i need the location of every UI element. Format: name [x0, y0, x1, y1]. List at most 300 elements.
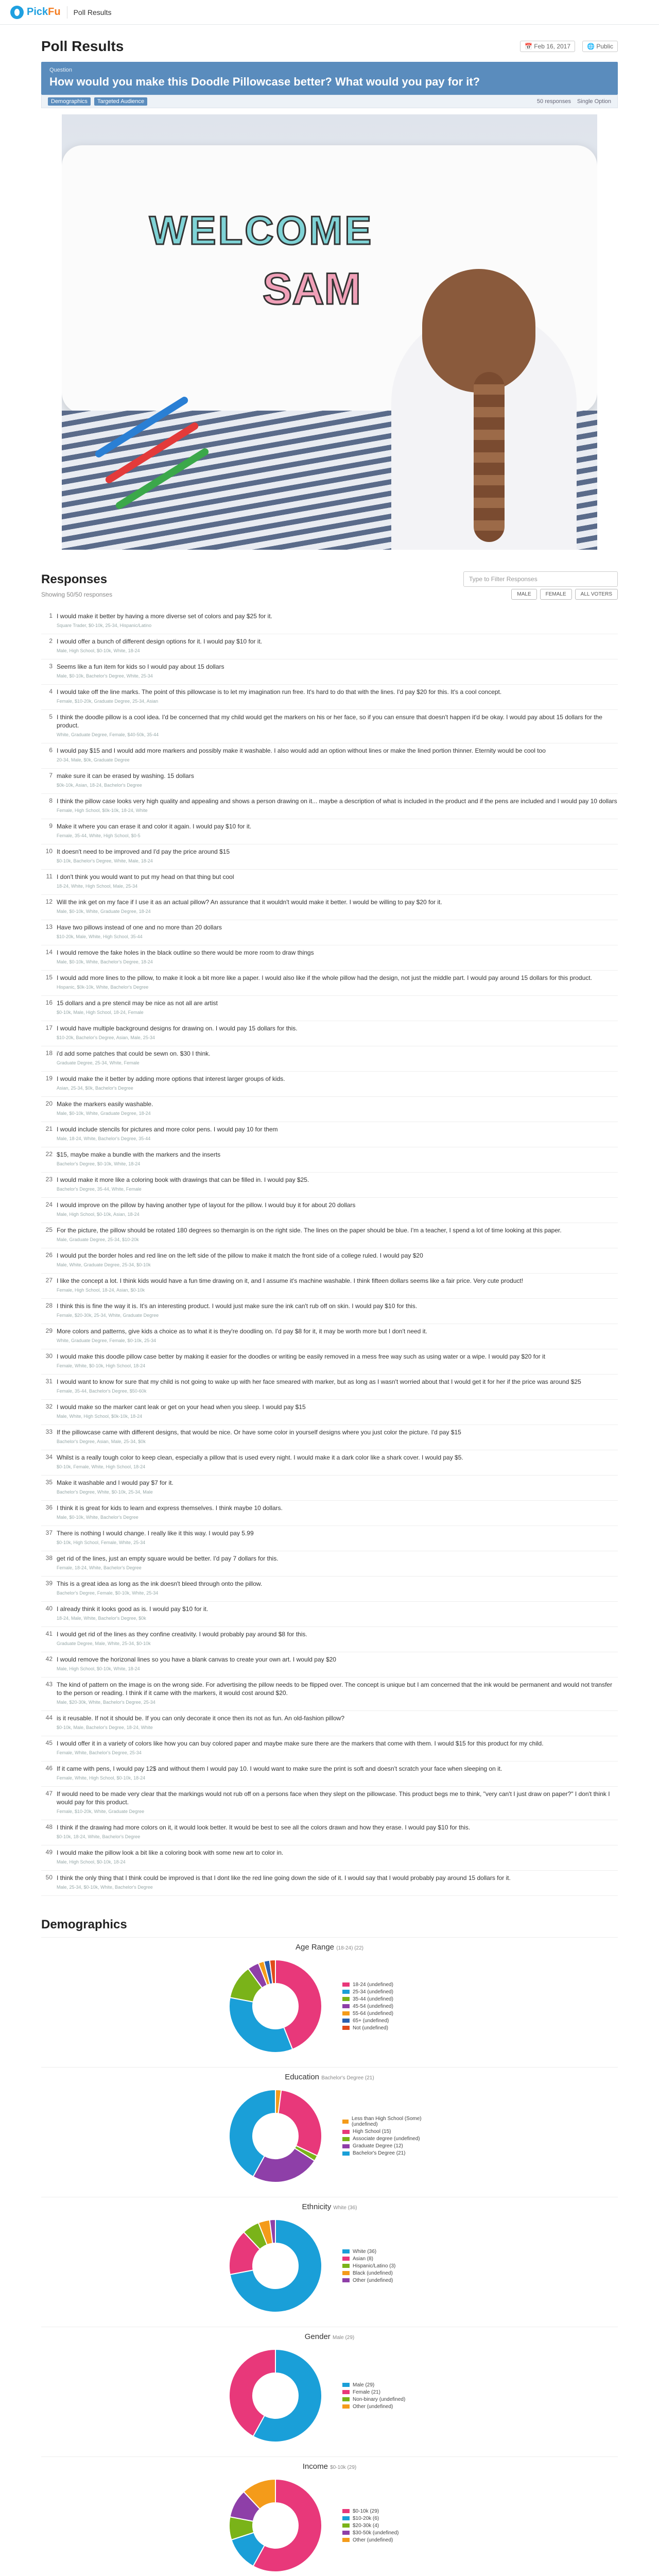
legend-swatch	[342, 1982, 350, 1987]
legend-item[interactable]: Male (29)	[342, 2382, 435, 2388]
response-item	[41, 1736, 618, 1761]
tag-audience[interactable]: Targeted Audience	[94, 97, 147, 106]
response-item	[41, 1602, 618, 1627]
response-text: $15, maybe make a bundle with the markers and the inserts	[57, 1151, 221, 1158]
question-label: Question	[49, 67, 73, 73]
response-meta: Male, $0-10k, White, Graduate Degree, 18-24	[57, 1111, 151, 1116]
response-item	[41, 870, 618, 895]
response-text: For the picture, the pillow should be rotated 180 degrees so themargin is on the right side. The lines on the paper should be blue. I'm a teacher, I spend a lot of time looking at this paper.	[57, 1227, 562, 1234]
response-number: 29	[45, 1327, 53, 1334]
response-item	[41, 609, 618, 634]
demographic-title: Income $0-10k (29)	[302, 2462, 357, 2471]
response-meta: $0-10k, Male, Bachelor's Degree, 18-24, White	[57, 1725, 153, 1730]
chart-legend	[342, 2381, 435, 2411]
legend-swatch	[342, 2151, 350, 2156]
response-text: I would include stencils for pictures and more color pens. I would pay 10 for them	[57, 1126, 278, 1133]
response-meta: Female, $10-20k, White, Graduate Degree	[57, 1809, 145, 1814]
response-meta: 20-34, Male, $0k, Graduate Degree	[57, 757, 130, 762]
response-text: make sure it can be erased by washing. 15 dollars	[57, 772, 194, 779]
donut-chart	[224, 2474, 327, 2576]
legend-item[interactable]: Graduate Degree (12)	[342, 2143, 435, 2149]
legend-item[interactable]: Bachelor's Degree (21)	[342, 2150, 435, 2156]
legend-swatch	[342, 2531, 350, 2535]
response-meta: Female, 18-24, White, Bachelor's Degree	[57, 1565, 142, 1570]
legend-item[interactable]: Black (undefined)	[342, 2270, 435, 2276]
response-meta: Male, $0-10k, Bachelor's Degree, White, 25-34	[57, 673, 153, 679]
chart-legend	[342, 2247, 435, 2285]
response-number: 39	[45, 1580, 53, 1587]
question-text: How would you make this Doodle Pillowcase better? What would you pay for it?	[49, 75, 480, 88]
response-text: is it reusable. If not it should be. If you can only decorate it once then its not as fun. An old-fashion pillow?	[57, 1715, 345, 1722]
response-item	[41, 1845, 618, 1871]
response-meta: Female, White, High School, $0-10k, 18-24	[57, 1775, 146, 1781]
question-meta-strip	[41, 95, 618, 108]
demographic-block	[41, 2197, 618, 2327]
response-text: It doesn't need to be improved and I'd pay the price around $15	[57, 848, 230, 855]
response-meta: $10-20k, Male, White, High School, 35-44	[57, 934, 143, 939]
response-meta: Asian, 25-34, $0k, Bachelor's Degree	[57, 1086, 133, 1091]
response-item	[41, 1425, 618, 1450]
response-number: 19	[45, 1075, 53, 1082]
response-number: 12	[45, 898, 53, 905]
legend-item[interactable]: Non-binary (undefined)	[342, 2397, 435, 2402]
response-text: I think the pillow case looks very high quality and appealing and shows a person drawing on it... maybe a description of what is included in the product and if the pens are included and I would pay 10 dollars	[57, 798, 617, 805]
response-meta: $0-10k, 18-24, White, Bachelor's Degree	[57, 1834, 141, 1839]
response-meta: Female, 35-44, Bachelor's Degree, $50-60k	[57, 1388, 147, 1394]
response-item	[41, 971, 618, 996]
response-text: I would add more lines to the pillow, to make it look a bit more like a paper. I would also like if the whole pillow had the design, not just the middle part. I would pay around 15 dollars for this product.	[57, 974, 592, 981]
response-number: 17	[45, 1024, 53, 1031]
response-text: I think the doodle pillow is a cool idea. I'd be concerned that my child would get the markers on his or her face, so if you can ensure that doesn't happen it'd be okay. I would pay about 15 dollars for the product.	[57, 714, 602, 729]
demographic-block	[41, 2327, 618, 2456]
response-number: 49	[45, 1849, 53, 1856]
response-item	[41, 1476, 618, 1501]
response-text: get rid of the lines, just an empty square would be better. I'd pay 7 dollars for this.	[57, 1555, 279, 1562]
legend-item[interactable]: Other (undefined)	[342, 2278, 435, 2283]
chart-legend	[342, 1980, 435, 2032]
donut-chart	[224, 2084, 327, 2188]
legend-item[interactable]: White (36)	[342, 2249, 435, 2255]
response-text: Make it where you can erase it and color it again. I would pay $10 for it.	[57, 823, 252, 830]
donut-slice[interactable]	[229, 1997, 292, 2053]
response-number: 36	[45, 1504, 53, 1511]
response-item	[41, 1652, 618, 1677]
response-meta: Male, $0-10k, White, Bachelor's Degree	[57, 1515, 138, 1520]
response-list	[41, 609, 618, 1896]
response-meta: 18-24, White, High School, Male, 25-34	[57, 884, 138, 889]
response-meta: Male, 18-24, White, Bachelor's Degree, 35-44	[57, 1136, 151, 1141]
response-text: Have two pillows instead of one and no more than 20 dollars	[57, 924, 222, 931]
legend-item[interactable]: 18-24 (undefined)	[342, 1982, 435, 1988]
response-item	[41, 1274, 618, 1299]
response-item	[41, 1021, 618, 1046]
response-item	[41, 819, 618, 844]
legend-swatch	[342, 2144, 350, 2148]
legend-swatch	[342, 2257, 350, 2261]
response-text: I already think it looks good as is. I would pay $10 for it.	[57, 1605, 209, 1613]
response-count: 50 responses	[536, 98, 571, 105]
response-meta: Bachelor's Degree, $0-10k, White, 18-24	[57, 1161, 141, 1166]
legend-item[interactable]: Hispanic/Latino (3)	[342, 2263, 435, 2269]
pillowcase-photo	[62, 114, 597, 550]
response-number: 26	[45, 1251, 53, 1259]
response-number: 28	[45, 1302, 53, 1309]
response-number: 14	[45, 948, 53, 956]
response-item	[41, 1526, 618, 1551]
response-number: 43	[45, 1681, 53, 1688]
response-text: I would make this doodle pillow case better by making it easier for the doodles or writing be easily removed in a mess free way such as using water or a wipe. I would pay $20 for it	[57, 1353, 546, 1360]
logo-text: PickFu	[27, 6, 61, 18]
response-item	[41, 1787, 618, 1820]
response-text: I would have multiple background designs for drawing on. I would pay 15 dollars for this.	[57, 1025, 298, 1032]
response-meta: Female, 35-44, White, High School, $0-5	[57, 833, 141, 838]
top-bar	[0, 0, 659, 25]
legend-item[interactable]: Less than High School (Some) (undefined)	[342, 2116, 435, 2127]
response-text: If it came with pens, I would pay 12$ and without them I would pay 10. I would want to make sure the print is soft and doesn't scratch your face when sleeping on it.	[57, 1765, 502, 1772]
response-number: 7	[49, 772, 53, 779]
legend-item[interactable]: 65+ (undefined)	[342, 2018, 435, 2024]
legend-item[interactable]: 25-34 (undefined)	[342, 1989, 435, 1995]
response-number: 31	[45, 1378, 53, 1385]
filter-responses-input[interactable]: Type to Filter Responses	[463, 571, 618, 587]
legend-item[interactable]: High School (15)	[342, 2129, 435, 2134]
legend-item[interactable]: $30-50k (undefined)	[342, 2530, 435, 2536]
response-item	[41, 1173, 618, 1198]
filter-all-voters-button[interactable]: ALL VOTERS	[575, 589, 618, 600]
response-text: I would take off the line marks. The point of this pillowcase is to let my imagination run free. It's hard to do that with the lines. I'd pay $20 for this. It's a cool concept.	[57, 688, 502, 696]
response-meta: Male, High School, $0-10k, White, 18-24	[57, 1666, 140, 1671]
legend-swatch	[342, 2278, 350, 2282]
response-number: 15	[45, 974, 53, 981]
legend-item[interactable]: Not (undefined)	[342, 2025, 435, 2031]
response-meta: Bachelor's Degree, 35-44, White, Female	[57, 1187, 142, 1192]
response-item	[41, 1072, 618, 1097]
response-text: I would get rid of the lines as they confine creativity. I would probably pay around $8 for this.	[57, 1631, 307, 1638]
response-meta: Bachelor's Degree, Female, $0-10k, White, 25-34	[57, 1590, 159, 1596]
response-number: 6	[49, 747, 53, 754]
response-text: This is a great idea as long as the ink doesn't bleed through onto the pillow.	[57, 1580, 263, 1587]
response-item	[41, 945, 618, 971]
response-number: 3	[49, 663, 53, 670]
response-meta: $0-10k, Male, High School, 18-24, Female	[57, 1010, 144, 1015]
legend-item[interactable]: Other (undefined)	[342, 2404, 435, 2410]
response-number: 1	[49, 612, 53, 619]
demographic-title: Age Range (18-24) (22)	[295, 1943, 364, 1952]
response-number: 16	[45, 999, 53, 1006]
response-meta: Hispanic, $0k-10k, White, Bachelor's Degree	[57, 985, 149, 990]
response-text: I like the concept a lot. I think kids would have a fun time drawing on it, and I assume it's machine washable. I think fifteen dollars seems like a fair price. Very cute product!	[57, 1277, 524, 1284]
legend-swatch	[342, 2538, 350, 2542]
legend-swatch	[342, 2390, 350, 2394]
showing-count: Showing 50/50 responses	[41, 590, 113, 598]
child-braid	[474, 372, 505, 542]
legend-swatch	[342, 2137, 350, 2141]
response-meta: Male, Graduate Degree, 25-34, $10-20k	[57, 1237, 139, 1242]
response-number: 10	[45, 848, 53, 855]
donut-chart	[224, 1955, 327, 2058]
response-item	[41, 1097, 618, 1122]
response-meta: Female, High School, $0k-10k, 18-24, White	[57, 808, 148, 813]
response-text: The kind of pattern on the image is on the wrong side. For advertising the pillow needs to be flipped over. The concept is unique but I am concerned that the ink would be permanent and would not transfer to the person or reading. I think if it came with the markers, it would cost around $20.	[57, 1681, 613, 1697]
legend-item[interactable]: Associate degree (undefined)	[342, 2136, 435, 2142]
response-number: 9	[49, 822, 53, 829]
response-text: Make it washable and I would pay $7 for it.	[57, 1479, 174, 1486]
response-number: 5	[49, 713, 53, 720]
poll-type: Single Option	[577, 98, 611, 105]
response-text: I would remove the fake holes in the black outline so there would be more room to draw things	[57, 949, 314, 956]
response-number: 34	[45, 1453, 53, 1461]
response-number: 38	[45, 1554, 53, 1562]
response-text: I would offer it in a variety of colors like how you can buy colored paper and maybe make sure there are the markers that come with them. I would $15 for this product for my child.	[57, 1740, 544, 1747]
response-text: If the pillowcase came with different designs, that would be nice. Or have some color in yourself designs where you just color the picture. I'd pay $15	[57, 1429, 461, 1436]
legend-swatch	[342, 2271, 350, 2275]
response-meta: Male, $0-10k, White, Graduate Degree, 18-24	[57, 909, 151, 914]
response-item	[41, 1046, 618, 1072]
legend-item[interactable]: Female (21)	[342, 2389, 435, 2395]
response-number: 35	[45, 1479, 53, 1486]
response-item	[41, 1198, 618, 1223]
response-number: 2	[49, 637, 53, 645]
response-text: I think it is great for kids to learn and express themselves. I think maybe 10 dollars.	[57, 1504, 283, 1512]
response-item	[41, 1375, 618, 1400]
logo-icon	[10, 6, 24, 19]
response-item	[41, 1551, 618, 1577]
response-number: 47	[45, 1790, 53, 1797]
legend-swatch	[342, 2516, 350, 2520]
legend-swatch	[342, 2509, 350, 2513]
response-number: 30	[45, 1352, 53, 1360]
demographic-block	[41, 2456, 618, 2576]
demographic-title: Gender Male (29)	[304, 2332, 355, 2341]
date-badge: 📅 Feb 16, 2017	[520, 41, 575, 52]
response-text: I think this is fine the way it is. It's an interesting product. I would just make sure the ink can't rub off on skin. I would pay $10 for this.	[57, 1302, 418, 1310]
response-meta: Female, White, Bachelor's Degree, 25-34	[57, 1750, 142, 1755]
response-item	[41, 1871, 618, 1896]
response-meta: Bachelor's Degree, Asian, Male, 25-34, $0k	[57, 1439, 146, 1444]
response-number: 22	[45, 1150, 53, 1158]
response-meta: Graduate Degree, 25-34, White, Female	[57, 1060, 140, 1065]
response-meta: Female, $10-20k, Graduate Degree, 25-34, Asian	[57, 699, 159, 704]
legend-item[interactable]: $20-30k (4)	[342, 2523, 435, 2529]
response-item	[41, 1122, 618, 1147]
response-item	[41, 1450, 618, 1476]
demographic-title: Education Bachelor's Degree (21)	[285, 2073, 374, 2081]
demographic-block	[41, 1937, 618, 2067]
response-number: 44	[45, 1714, 53, 1721]
legend-swatch	[342, 2120, 349, 2124]
response-number: 32	[45, 1403, 53, 1410]
response-item	[41, 769, 618, 794]
response-text: Make the markers easily washable.	[57, 1100, 153, 1108]
response-item	[41, 1248, 618, 1274]
response-text: I would make the pillow look a bit like a coloring book with some new art to color in.	[57, 1849, 284, 1856]
response-meta: $0-10k, Female, White, High School, 18-24	[57, 1464, 146, 1469]
doodle-word-sam: SAM	[263, 264, 361, 314]
response-item	[41, 1627, 618, 1652]
legend-item[interactable]: 35-44 (undefined)	[342, 1996, 435, 2002]
response-item	[41, 710, 618, 743]
response-item	[41, 685, 618, 710]
legend-swatch	[342, 1997, 350, 2001]
response-number: 13	[45, 923, 53, 930]
response-meta: Square Trader, $0-10k, 25-34, Hispanic/Latino	[57, 623, 152, 628]
response-item	[41, 1820, 618, 1845]
legend-item[interactable]: 55-64 (undefined)	[342, 2011, 435, 2016]
legend-swatch	[342, 2383, 350, 2387]
legend-swatch	[342, 2404, 350, 2409]
response-meta: Female, White, $0-10k, High School, 18-24	[57, 1363, 146, 1368]
filter-female-button[interactable]: FEMALE	[540, 589, 572, 600]
question-box	[41, 62, 618, 95]
nav-title: Poll Results	[73, 8, 112, 16]
response-item	[41, 920, 618, 945]
response-number: 24	[45, 1201, 53, 1208]
response-number: 23	[45, 1176, 53, 1183]
pickfu-logo[interactable]	[10, 6, 61, 19]
response-meta: Male, White, High School, $0k-10k, 18-24	[57, 1414, 143, 1419]
response-text: I would want to know for sure that my child is not going to wake up with her face smeared with marker, but as long as I wasn't worried about that I would get it for her if the price was around $25	[57, 1378, 581, 1385]
response-text: I would improve on the pillow by having another type of layout for the pillow. I would buy it for about 20 dollars	[57, 1201, 356, 1209]
response-item	[41, 1677, 618, 1711]
response-number: 4	[49, 688, 53, 695]
tag-demographics[interactable]: Demographics	[48, 97, 91, 106]
legend-swatch	[342, 2026, 350, 2030]
response-meta: Female, $20-30k, 25-34, White, Graduate Degree	[57, 1313, 159, 1318]
response-text: If would need to be made very clear that the markings would not rub off on a persons face when they slept on the pillowcase. This product begs me to think, "very can't I just draw on paper?" I don't think I would pay for this product.	[57, 1790, 610, 1806]
legend-item[interactable]: 45-54 (undefined)	[342, 2004, 435, 2009]
doodle-word-welcome: WELCOME	[149, 208, 374, 253]
demographics-section	[41, 1918, 618, 2576]
response-meta: Male, White, Graduate Degree, 25-34, $0-10k	[57, 1262, 151, 1267]
response-number: 45	[45, 1739, 53, 1747]
response-meta: Male, High School, $0-10k, White, 18-24	[57, 648, 140, 653]
response-text: I don't think you would want to put my head on that thing but cool	[57, 873, 234, 880]
response-item	[41, 996, 618, 1021]
response-text: Seems like a fun item for kids so I would pay about 15 dollars	[57, 663, 224, 670]
response-item	[41, 634, 618, 659]
response-number: 48	[45, 1823, 53, 1831]
response-meta: Male, High School, $0-10k, Asian, 18-24	[57, 1212, 140, 1217]
response-item	[41, 1711, 618, 1736]
response-meta: Male, $0-10k, White, Bachelor's Degree, 18-24	[57, 959, 153, 964]
response-meta: $0-10k, High School, Female, White, 25-34	[57, 1540, 146, 1545]
legend-swatch	[342, 2249, 350, 2253]
response-text: I would remove the horizonal lines so you have a blank canvas to create your own art. I would pay $20	[57, 1656, 336, 1663]
response-text: I would make it better by having a more diverse set of colors and pay $25 for it.	[57, 613, 272, 620]
response-meta: Male, 25-34, $0-10k, White, Bachelor's Degree	[57, 1885, 153, 1890]
response-text: I would offer a bunch of different design options for it. I would pay $10 for it.	[57, 638, 263, 645]
responses-title: Responses	[41, 572, 108, 586]
response-item	[41, 1501, 618, 1526]
response-number: 18	[45, 1049, 53, 1057]
child-hair	[422, 269, 535, 393]
response-number: 40	[45, 1605, 53, 1612]
response-text: I would make the it better by adding more options that interest larger groups of kids.	[57, 1075, 285, 1082]
response-meta: Female, High School, 18-24, Asian, $0-10k	[57, 1287, 145, 1293]
response-text: Will the ink get on my face if I use it as an actual pillow? An assurance that it wouldn't would make it better. I would be willing to pay $20 for it.	[57, 899, 442, 906]
donut-slice[interactable]	[279, 2090, 322, 2156]
response-meta: $0-10k, Bachelor's Degree, White, Male, 18-24	[57, 858, 153, 863]
response-text: I would pay $15 and I would add more markers and possibly make it washable. I also would add an option without lines or make the lined portion thinner. Eternity would be cool too	[57, 747, 546, 754]
response-meta: Graduate Degree, Male, White, 25-34, $0-10k	[57, 1641, 151, 1646]
chart-legend	[342, 2114, 435, 2158]
donut-chart	[224, 2214, 327, 2317]
response-item	[41, 743, 618, 769]
response-text: I would put the border holes and red line on the left side of the pillow to make it match the front side of a college ruled. I would pay $20	[57, 1252, 423, 1259]
response-number: 21	[45, 1125, 53, 1132]
response-meta: Male, $20-30k, White, Bachelor's Degree, 25-34	[57, 1700, 155, 1705]
response-item	[41, 1324, 618, 1349]
legend-swatch	[342, 2011, 350, 2015]
response-item	[41, 1577, 618, 1602]
legend-swatch	[342, 2019, 350, 2023]
demographic-block	[41, 2067, 618, 2197]
response-item	[41, 1147, 618, 1173]
page-title: Poll Results	[41, 38, 124, 54]
legend-item[interactable]: Other (undefined)	[342, 2537, 435, 2543]
response-meta: $0k-10k, Asian, 18-24, Bachelor's Degree	[57, 783, 142, 788]
response-item	[41, 1299, 618, 1324]
response-number: 20	[45, 1100, 53, 1107]
response-meta: White, Graduate Degree, Female, $0-10k, 25-34	[57, 1338, 157, 1343]
response-text: Whilst is a really tough color to keep clean, especially a pillow that is used every night. I would make it a dark color like a shark cover. I would pay $5.	[57, 1454, 463, 1461]
response-item	[41, 659, 618, 685]
response-number: 42	[45, 1655, 53, 1663]
visibility-badge[interactable]: 🌐 Public	[582, 41, 618, 52]
response-text: More colors and patterns, give kids a choice as to what it is they're doodling on. I'd pay $8 for it, it may be worth more but I don't need it.	[57, 1328, 427, 1335]
legend-swatch	[342, 2397, 350, 2401]
legend-swatch	[342, 2130, 350, 2134]
response-item	[41, 1349, 618, 1375]
response-text: I would make so the marker cant leak or get on your head when you sleep. I would pay $15	[57, 1403, 306, 1411]
response-item	[41, 895, 618, 920]
chart-legend	[342, 2507, 435, 2545]
response-text: I think if the drawing had more colors on it, it would look better. It would be best to see all the colors drawn and how they erase. I would pay $10 for this.	[57, 1824, 471, 1831]
response-item	[41, 1400, 618, 1425]
legend-swatch	[342, 2004, 350, 2008]
response-text: 15 dollars and a pre stencil may be nice as not all are artist	[57, 999, 218, 1007]
response-text: I would make it more like a coloring book with drawings that can be filled in. I would pay $25.	[57, 1176, 309, 1183]
response-text: I think the only thing that I think could be improved is that I dont like the red line going down the side of it. I would say that I would probably pay around 15 dollars for it.	[57, 1874, 511, 1882]
donut-chart	[224, 2344, 327, 2447]
response-meta: Male, High School, $0-10k, 18-24	[57, 1859, 126, 1865]
legend-swatch	[342, 2264, 350, 2268]
demographics-title: Demographics	[41, 1918, 127, 1931]
response-number: 46	[45, 1765, 53, 1772]
filter-male-button[interactable]: MALE	[511, 589, 536, 600]
response-item	[41, 794, 618, 819]
response-item	[41, 1761, 618, 1787]
response-number: 41	[45, 1630, 53, 1637]
response-meta: 18-24, Male, White, Bachelor's Degree, $0k	[57, 1616, 146, 1621]
legend-swatch	[342, 1990, 350, 1994]
response-text: i'd add some patches that could be sewn on. $30 I think.	[57, 1050, 211, 1057]
response-item	[41, 844, 618, 870]
legend-item[interactable]: Asian (8)	[342, 2256, 435, 2262]
response-number: 27	[45, 1277, 53, 1284]
page-header	[0, 25, 659, 62]
response-meta: Bachelor's Degree, White, $0-10k, 25-34, Male	[57, 1489, 153, 1495]
response-number: 8	[49, 797, 53, 804]
legend-item[interactable]: $0-10k (29)	[342, 2509, 435, 2514]
response-number: 25	[45, 1226, 53, 1233]
response-meta: $10-20k, Bachelor's Degree, Asian, Male, 25-34	[57, 1035, 155, 1040]
response-number: 33	[45, 1428, 53, 1435]
response-text: There is nothing I would change. I really like it this way. I would pay 5.99	[57, 1530, 254, 1537]
response-item	[41, 1223, 618, 1248]
legend-item[interactable]: $10-20k (6)	[342, 2516, 435, 2521]
response-number: 37	[45, 1529, 53, 1536]
